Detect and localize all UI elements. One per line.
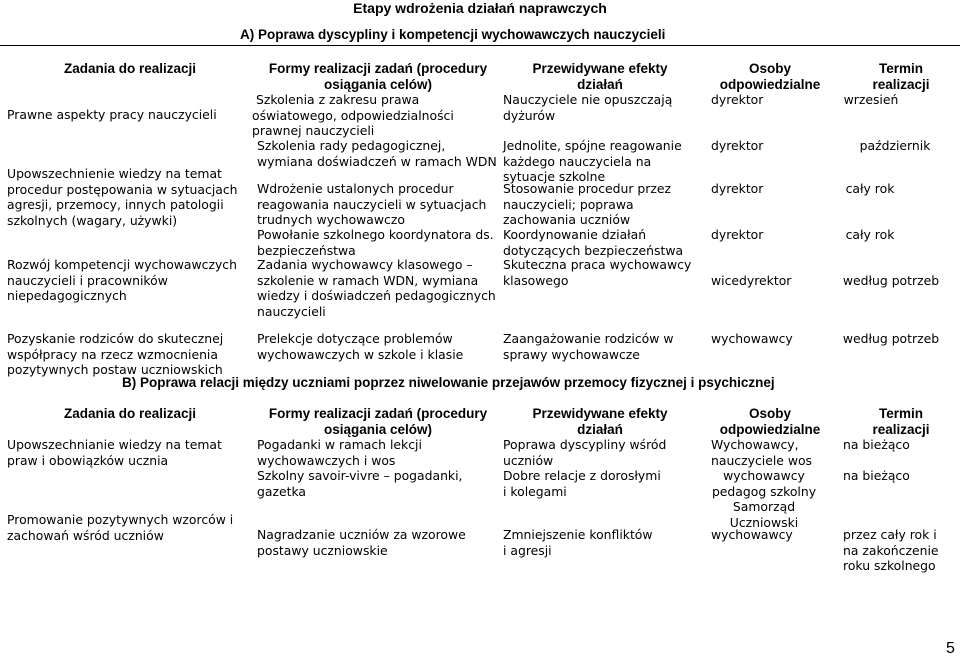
- section-b-heading: B) Poprawa relacji między uczniami poprzez niwelowanie przejawów przemocy fizycznej i psychicznej: [122, 375, 775, 390]
- method-cell: Nagradzanie uczniów za wzorowe postawy uczniowskie: [257, 527, 466, 558]
- header-osoby: Osoby odpowiedzialne: [719, 61, 821, 92]
- deadline-cell: według potrzeb: [842, 331, 940, 346]
- header-efekty: Przewidywane efekty działań: [532, 406, 668, 437]
- person-cell: dyrektor: [711, 181, 764, 196]
- method-cell: Szkolenia rady pedagogicznej, wymiana doświadczeń w ramach WDN: [257, 138, 497, 169]
- method-cell: Prelekcje dotyczące problemów wychowawczych w szkole i klasie: [257, 331, 464, 362]
- section-a-heading: A) Poprawa dyscypliny i kompetencji wychowawczych nauczycieli: [240, 27, 666, 42]
- page-number: 5: [946, 640, 955, 657]
- effect-cell: Jednolite, spójne reagowanie każdego nauczyciela na sytuacje szkolne: [503, 138, 682, 184]
- method-cell: Szkolenia z zakresu prawa oświatowego, odpowiedzialności prawnej nauczycieli: [252, 92, 454, 138]
- header-osoby: Osoby odpowiedzialne: [719, 406, 821, 437]
- effect-cell: Dobre relacje z dorosłymi i kolegami: [503, 468, 661, 499]
- document-title: Etapy wdrożenia działań naprawczych: [353, 0, 607, 16]
- effect-cell: Zmniejszenie konfliktów i agresji: [503, 527, 653, 558]
- deadline-cell: według potrzeb: [842, 273, 940, 288]
- deadline-cell: przez cały rok i na zakończenie roku szkolnego: [843, 527, 939, 573]
- method-cell: Powołanie szkolnego koordynatora ds. bezpieczeństwa: [257, 227, 494, 258]
- person-cell: wychowawcy pedagog szkolny Samorząd Uczniowski: [711, 468, 817, 530]
- task-cell: Rozwój kompetencji wychowawczych nauczycieli i pracowników niepedagogicznych: [7, 257, 237, 303]
- task-cell: Upowszechnienie wiedzy na temat procedur postępowania w sytuacjach agresji, przemocy, innych patologii szkolnych (wagary, używki): [7, 166, 238, 228]
- person-cell: Wychowawcy, nauczyciele wos: [711, 437, 813, 468]
- person-cell: wychowawcy: [711, 331, 793, 346]
- effect-cell: Koordynowanie działań dotyczących bezpieczeństwa: [503, 227, 684, 258]
- header-termin: Termin realizacji: [872, 61, 930, 92]
- task-cell: Upowszechnianie wiedzy na temat praw i obowiązków ucznia: [7, 437, 222, 468]
- task-cell: Pozyskanie rodziców do skutecznej współpracy na rzecz wzmocnienia pozytywnych postaw uczniowskich: [7, 331, 224, 377]
- header-formy: Formy realizacji zadań (procedury osiągania celów): [268, 406, 488, 437]
- deadline-cell: wrzesień: [843, 92, 899, 107]
- effect-cell: Zaangażowanie rodziców w sprawy wychowawcze: [503, 331, 674, 362]
- person-cell: dyrektor: [711, 92, 764, 107]
- person-cell: dyrektor: [711, 227, 764, 242]
- method-cell: Pogadanki w ramach lekcji wychowawczych i wos: [257, 437, 422, 468]
- person-cell: dyrektor: [711, 138, 764, 153]
- method-cell: Szkolny savoir-vivre – pogadanki, gazetka: [257, 468, 463, 499]
- deadline-cell: cały rok: [845, 227, 895, 242]
- header-zadania: Zadania do realizacji: [63, 61, 197, 76]
- task-cell: Promowanie pozytywnych wzorców i zachowań wśród uczniów: [7, 512, 234, 543]
- effect-cell: Skuteczna praca wychowawcy klasowego: [503, 257, 692, 288]
- method-cell: Wdrożenie ustalonych procedur reagowania nauczycieli w sytuacjach trudnych wychowawczo: [257, 181, 487, 227]
- task-cell: Prawne aspekty pracy nauczycieli: [7, 107, 217, 122]
- effect-cell: Nauczyciele nie opuszczają dyżurów: [503, 92, 673, 123]
- method-cell: Zadania wychowawcy klasowego – szkolenie w ramach WDN, wymiana wiedzy i doświadczeń pedagogicznych nauczycieli: [257, 257, 496, 319]
- header-formy: Formy realizacji zadań (procedury osiągania celów): [268, 61, 488, 92]
- effect-cell: Stosowanie procedur przez nauczycieli; poprawa zachowania uczniów: [503, 181, 671, 227]
- header-termin: Termin realizacji: [872, 406, 930, 437]
- header-efekty: Przewidywane efekty działań: [532, 61, 668, 92]
- header-zadania: Zadania do realizacji: [63, 406, 197, 421]
- deadline-cell: cały rok: [845, 181, 895, 196]
- person-cell: wychowawcy: [711, 527, 793, 542]
- deadline-cell: na bieżąco: [843, 437, 910, 452]
- divider-line: [0, 45, 960, 46]
- person-cell: wicedyrektor: [711, 273, 792, 288]
- effect-cell: Poprawa dyscypliny wśród uczniów: [503, 437, 667, 468]
- deadline-cell: październik: [859, 138, 931, 153]
- deadline-cell: na bieżąco: [843, 468, 910, 483]
